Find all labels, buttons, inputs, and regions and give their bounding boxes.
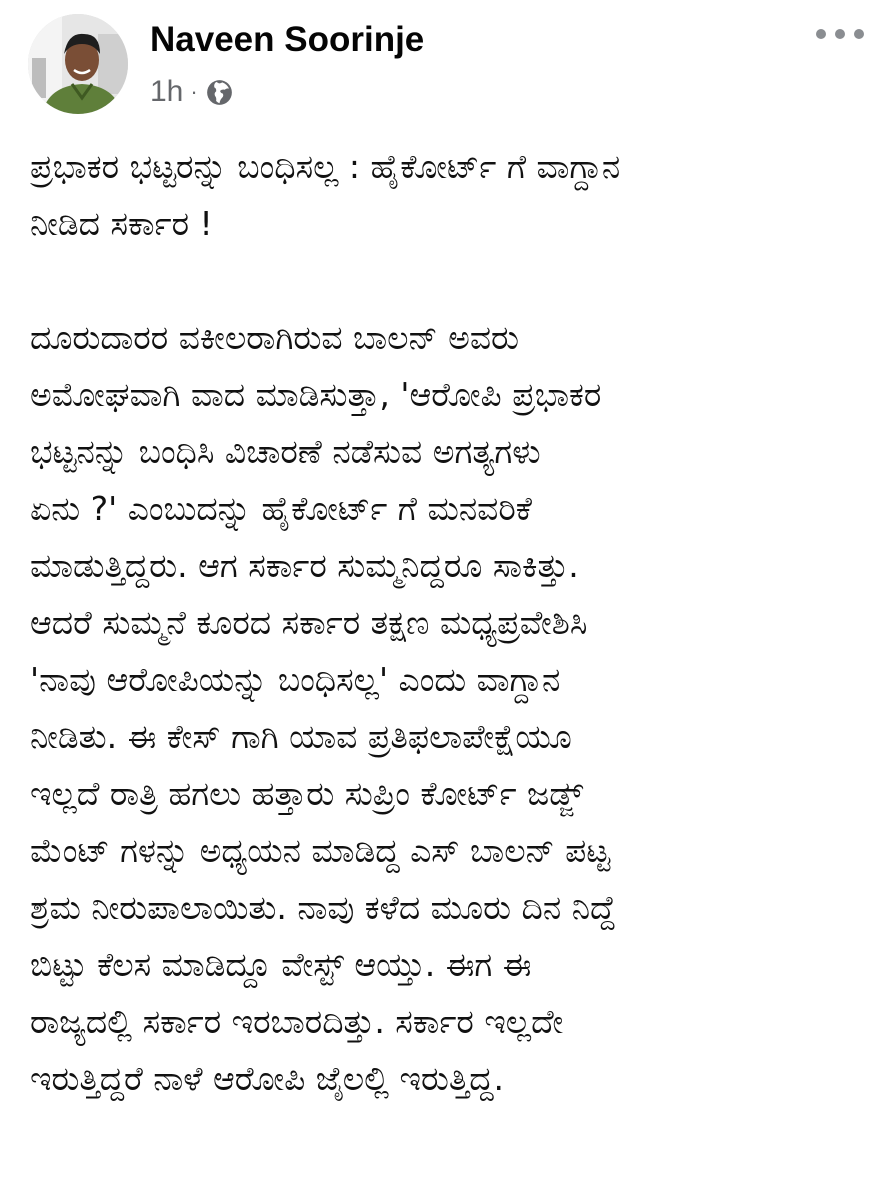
more-options-button[interactable]	[816, 20, 864, 48]
globe-icon[interactable]	[206, 79, 233, 106]
post-text-line: ಭಟ್ಟನನ್ನು ಬಂಧಿಸಿ ವಿಚಾರಣೆ ನಡೆಸುವ ಅಗತ್ಯಗಳು	[30, 432, 541, 471]
post-text-line: ಮಾಡುತ್ತಿದ್ದರು. ಆಗ ಸರ್ಕಾರ ಸುಮ್ಮನಿದ್ದರೂ ಸಾಕಿತ್ತು.	[30, 546, 579, 585]
post-text-line: ಅಮೋಘವಾಗಿ ವಾದ ಮಾಡಿಸುತ್ತಾ, 'ಆರೋಪಿ ಪ್ರಭಾಕರ	[30, 375, 602, 414]
post-title-line: ಪ್ರಭಾಕರ ಭಟ್ಟರನ್ನು ಬಂಧಿಸಲ್ಲ : ಹೈಕೋರ್ಟ್ ಗೆ ವಾಗ್ದಾನ	[30, 147, 621, 186]
post-text-line: ಇರುತ್ತಿದ್ದರೆ ನಾಳೆ ಆರೋಪಿ ಜೈಲಲ್ಲಿ ಇರುತ್ತಿದ್ದ.	[30, 1059, 505, 1098]
post-text-line: ನೀಡಿತು. ಈ ಕೇಸ್ ಗಾಗಿ ಯಾವ ಪ್ರತಿಫಲಾಪೇಕ್ಷೆಯೂ	[30, 717, 572, 756]
post-text-line: ದೂರುದಾರರ ವಕೀಲರಾಗಿರುವ ಬಾಲನ್ ಅವರು	[30, 318, 519, 357]
post-body	[30, 138, 866, 1107]
post-text-line: 'ನಾವು ಆರೋಪಿಯನ್ನು ಬಂಧಿಸಲ್ಲ' ಎಂದು ವಾಗ್ದಾನ	[30, 660, 561, 699]
post-text-line: ಬಿಟ್ಟು ಕೆಲಸ ಮಾಡಿದ್ದೂ ವೇಸ್ಟ್ ಆಯ್ತು. ಈಗ ಈ	[30, 945, 532, 984]
post-text-line: ಶ್ರಮ ನೀರುಪಾಲಾಯಿತು. ನಾವು ಕಳೆದ ಮೂರು ದಿನ ನಿದ್ದೆ	[30, 888, 616, 927]
post-title-line: ನೀಡಿದ ಸರ್ಕಾರ !	[30, 204, 213, 243]
post-title	[30, 138, 866, 252]
avatar-image	[28, 14, 128, 114]
author-avatar[interactable]	[28, 14, 128, 114]
more-dot-icon	[816, 29, 826, 39]
post-meta	[150, 72, 233, 112]
post-text-line: ಆದರೆ ಸುಮ್ಮನೆ ಕೂರದ ಸರ್ಕಾರ ತಕ್ಷಣ ಮಧ್ಯಪ್ರವೇಶಿಸಿ	[30, 603, 588, 642]
post-header	[0, 0, 890, 125]
author-name[interactable]: Naveen Soorinje	[150, 20, 425, 59]
post-paragraph	[30, 309, 866, 1107]
more-dot-icon	[854, 29, 864, 39]
post-text-line: ಮೆಂಟ್ ಗಳನ್ನು ಅಧ್ಯಯನ ಮಾಡಿದ್ದ ಎಸ್ ಬಾಲನ್ ಪಟ್ಟ	[30, 831, 611, 870]
more-dot-icon	[835, 29, 845, 39]
post-text-line: ಇಲ್ಲದೆ ರಾತ್ರಿ ಹಗಲು ಹತ್ತಾರು ಸುಪ್ರಿಂ ಕೋರ್ಟ್ ಜಡ್ಜ್	[30, 774, 584, 813]
post-timestamp[interactable]: 1h	[150, 75, 184, 108]
meta-separator: ·	[190, 79, 198, 104]
post-text-line: ಏನು ?' ಎಂಬುದನ್ನು ಹೈಕೋರ್ಟ್ ಗೆ ಮನವರಿಕೆ	[30, 489, 532, 528]
post-text-line: ರಾಜ್ಯದಲ್ಲಿ ಸರ್ಕಾರ ಇರಬಾರದಿತ್ತು. ಸರ್ಕಾರ ಇಲ್ಲದೇ	[30, 1002, 564, 1041]
